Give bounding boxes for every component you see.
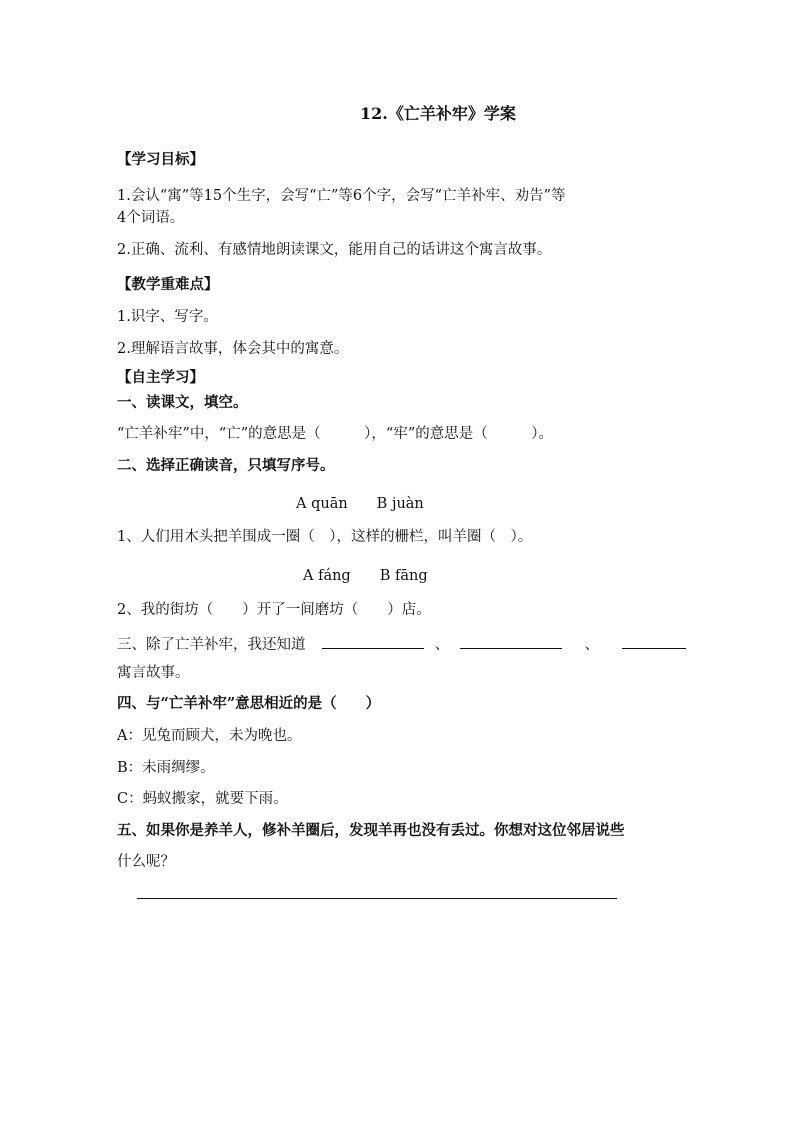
goal-item-1: 1.会认“寓”等15个生字，会写“亡”等6个字，会写“亡羊补牢、劝告”等 xyxy=(117,188,566,204)
self-study-heading: 【自主学习】 xyxy=(117,369,204,386)
q4-option-b: B：未雨绸缪。 xyxy=(117,760,215,776)
q2-item-2: 2、我的街坊（ ）开了一间磨坊（ ）店。 xyxy=(117,602,431,618)
q1-title: 一、读课文，填空。 xyxy=(117,394,248,411)
q2-title: 二、选择正确读音，只填写序号。 xyxy=(117,457,335,474)
q4-option-a: A：见兔而顾犬，未为晚也。 xyxy=(117,728,302,744)
q4-title: 四、与“亡羊补牢”意思相近的是（ ） xyxy=(117,695,381,712)
q2-item-1: 1、人们用木头把羊围成一圈（ ），这样的栅栏，叫羊圈（ ）。 xyxy=(117,529,533,545)
key-point-1: 1.识字、写字。 xyxy=(117,309,218,325)
q3-blank-1[interactable] xyxy=(322,634,424,649)
q3-line xyxy=(117,634,686,655)
goal-item-1-cont: 4个词语。 xyxy=(117,210,185,226)
q4-option-c: C：蚂蚁搬家，就要下雨。 xyxy=(117,791,288,807)
q3-prefix: 三、除了亡羊补牢，我还知道 xyxy=(117,637,306,653)
q3-blank-3[interactable] xyxy=(622,634,686,649)
q1-text: “亡羊补牢”中，“亡”的意思是（ ），“牢”的意思是（ ）。 xyxy=(117,426,553,442)
goals-heading: 【学习目标】 xyxy=(117,151,204,168)
goal-item-2: 2.正确、流利、有感情地朗读课文，能用自己的话讲这个寓言故事。 xyxy=(117,242,552,258)
q3-separator-1: 、 xyxy=(434,637,450,653)
key-points-heading: 【教学重难点】 xyxy=(117,276,219,293)
q3-separator-2: 、 xyxy=(584,637,599,653)
q5-text-line-2: 什么呢？ xyxy=(117,854,175,870)
q2-options-2: A fáng B fāng xyxy=(303,568,428,584)
q5-text xyxy=(117,821,625,841)
q5-answer-line[interactable] xyxy=(137,898,617,899)
page-title: 12.《亡羊补牢》学案 xyxy=(360,104,516,123)
key-point-2: 2.理解语言故事，体会其中的寓意。 xyxy=(117,341,349,357)
q3-line-2: 寓言故事。 xyxy=(117,665,190,681)
q5-text-line-1: 五、如果你是养羊人，修补羊圈后，发现羊再也没有丢过。你想对这位邻居说些 xyxy=(117,822,625,839)
q2-options-1: A quān B juàn xyxy=(296,496,424,512)
q3-blank-2[interactable] xyxy=(460,634,562,649)
